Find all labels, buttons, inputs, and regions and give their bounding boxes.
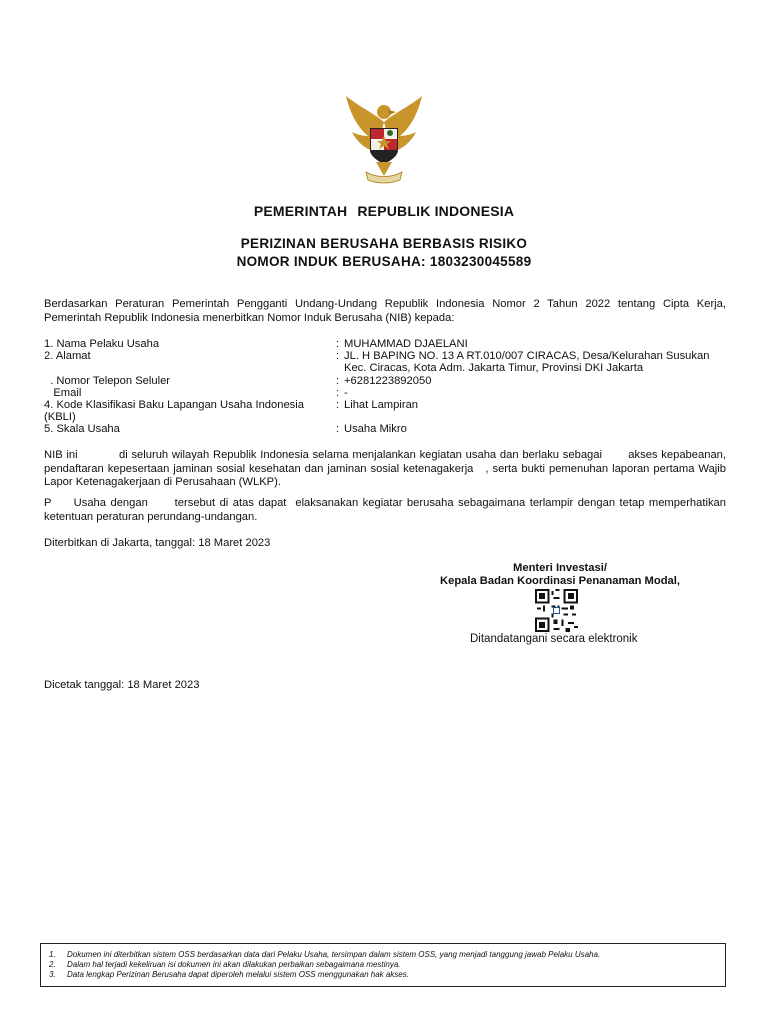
field-value: Lihat Lampiran [344, 399, 419, 412]
printed-date: Dicetak tanggal: 18 Maret 2023 [44, 679, 200, 691]
field-row-phone: . Nomor Telepon Seluler : +6281223892050 [44, 374, 432, 387]
garuda-emblem-icon [336, 92, 432, 188]
footnote-item [49, 970, 717, 980]
field-row-name: 1. Nama Pelaku Usaha : MUHAMMAD DJAELANI [44, 338, 468, 350]
field-row-address: 2. Alamat : JL. H BAPING NO. 13 A RT.010/007 CIRACAS, Desa/Kelurahan Susukan Kec. Ciracas, Kota Adm. Jakarta Timur, Provinsi DKI Jakarta [44, 350, 734, 374]
footnote-number: 1. [49, 950, 56, 959]
field-value: Usaha Mikro [344, 423, 407, 436]
intro-paragraph: Berdasarkan Peraturan Pemerintah Pengganti Undang-Undang Republik Indonesia Nomor 2 Tahun 2022 tentang Cipta Kerja, Pemerintah Republik Indonesia menerbitkan Nomor Induk Berusaha (NIB) kepada: [44, 298, 726, 324]
field-row-email: Email : - [44, 386, 348, 399]
field-label: 4. Kode Klasifikasi Baku Lapangan Usaha Indonesia (KBLI) [44, 399, 304, 424]
issued-date: Diterbitkan di Jakarta, tanggal: 18 Maret 2023 [44, 537, 271, 549]
field-value: MUHAMMAD DJAELANI [344, 338, 468, 350]
field-label: 5. Skala Usaha [44, 423, 120, 436]
government-right: REPUBLIK INDONESIA [357, 203, 515, 219]
footnote-number: 2. [49, 960, 56, 969]
footnotes-box [40, 943, 726, 987]
field-label: Email [44, 386, 82, 399]
qr-code-icon [535, 589, 578, 632]
footnote-text: Data lengkap Perizinan Berusaha dapat diperoleh melalui sistem OSS menggunakan hak akses. [67, 970, 409, 979]
document-title: PERIZINAN BERUSAHA BERBASIS RISIKO [240, 236, 528, 251]
field-label: . Nomor Telepon Seluler [44, 374, 171, 387]
footnote-number: 3. [49, 970, 56, 979]
nib-number: NOMOR INDUK BERUSAHA: 1803230045589 [236, 254, 532, 269]
field-row-scale: 5. Skala Usaha : Usaha Mikro [44, 423, 407, 436]
footnote-item [49, 950, 717, 960]
business-fields [44, 338, 734, 436]
electronic-signature-note: Ditandatangani secara elektronik [470, 633, 638, 645]
field-value: +6281223892050 [344, 374, 432, 387]
field-value: JL. H BAPING NO. 13 A RT.010/007 CIRACAS, Desa/Kelurahan Susukan Kec. Ciracas, Kota Adm. Jakarta Timur, Provinsi DKI Jakarta [344, 350, 710, 375]
government-heading [0, 203, 768, 219]
footnote-item [49, 960, 717, 970]
field-label: 1. Nama Pelaku Usaha [44, 338, 160, 350]
pelaku-paragraph: P Usaha dengan tersebut di atas dapat elaksanakan kegiatar berusaha sebagaimana terlampir dengan tetap memperhatikan ketentuan peraturan perundang-undangan. [44, 497, 730, 523]
field-row-kbli: 4. Kode Klasifikasi Baku Lapangan Usaha Indonesia (KBLI) : Lihat Lampiran [44, 399, 419, 424]
footnote-text: Dalam hal terjadi kekeliruan isi dokumen ini akan dilakukan perbaikan sebagaimana mestinya. [67, 960, 401, 969]
footnote-text: Dokumen ini diterbitkan sistem OSS berdasarkan data dari Pelaku Usaha, tersimpan dalam sistem OSS, yang menjadi tanggung jawab Pelaku Usaha. [67, 950, 601, 959]
signatory-line1: Menteri Investasi/ [513, 562, 607, 574]
field-label: 2. Alamat [44, 350, 91, 363]
government-left: PEMERINTAH [253, 203, 348, 219]
field-value: - [344, 386, 348, 399]
nib-paragraph: NIB ini di seluruh wilayah Republik Indonesia selama menjalankan kegiatan usaha dan berlaku sebagai akses kepabeanan, pendaftaran kepesertaan jaminan sosial kesehatan dan jaminan sosial ketenagakerja , serta bukti pemenuhan laporan pertama Wajib Lapor Ketenagakerjaan di Perusahaan (WLKP). [44, 449, 730, 488]
signatory-block [430, 562, 690, 588]
signatory-line2: Kepala Badan Koordinasi Penanaman Modal, [440, 575, 680, 587]
